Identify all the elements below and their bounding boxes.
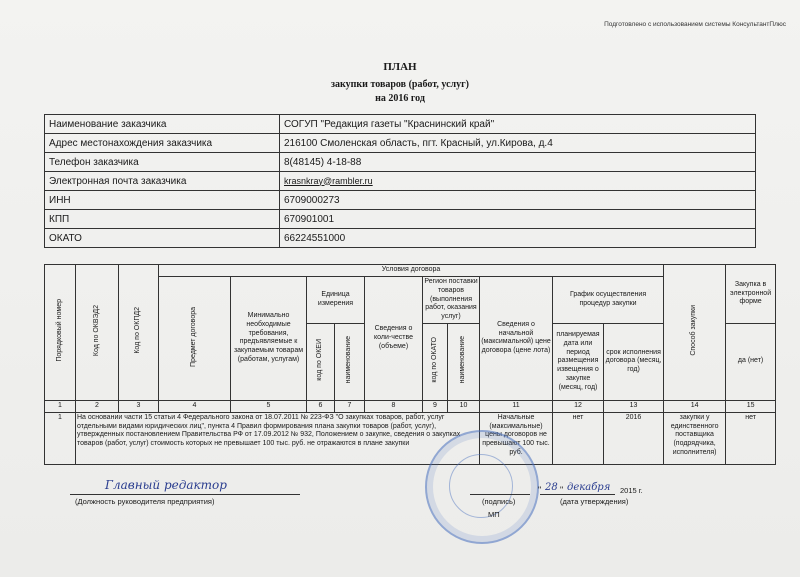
info-value: СОГУП "Редакция газеты "Краснинский край" — [280, 115, 756, 134]
info-label: ИНН — [45, 191, 280, 210]
signature-block — [0, 480, 800, 540]
header-planned-date: планируемая дата или период размещения извещения о закупке (месяц, год) — [553, 323, 604, 400]
table-row — [45, 412, 776, 464]
header-qty: Сведения о коли-честве (объеме) — [365, 277, 423, 401]
info-label: Телефон заказчика — [45, 153, 280, 172]
column-number-row — [45, 400, 776, 412]
header-region-name: наименование — [448, 323, 480, 400]
date-quote-open: " — [538, 485, 542, 495]
position-label: (Должность руководителя предприятия) — [75, 497, 215, 506]
column-number: 5 — [231, 400, 307, 412]
column-number: 9 — [423, 400, 448, 412]
info-row — [45, 191, 756, 210]
signature-label: (подпись) — [482, 497, 516, 506]
header-okved: Код по ОКВЭД2 — [76, 265, 119, 401]
column-number: 14 — [664, 400, 726, 412]
info-label: КПП — [45, 210, 280, 229]
header-term: срок исполнения договора (месяц, год) — [604, 323, 664, 400]
row-planned-date: нет — [553, 412, 604, 464]
header-price: Сведения о начальной (максимальной) цене договора (цене лота) — [480, 277, 553, 401]
header-schedule: График осуществления процедур закупки — [553, 277, 664, 324]
column-number: 11 — [480, 400, 553, 412]
date-quote-close: " — [560, 485, 564, 495]
header-unit-name: наименование — [335, 323, 365, 400]
date-day: 28 — [545, 482, 558, 493]
date-label: (дата утверждения) — [560, 497, 629, 506]
info-value: 8(48145) 4-18-88 — [280, 153, 756, 172]
doc-year: на 2016 год — [375, 93, 425, 104]
header-okato: код по ОКАТО — [423, 323, 448, 400]
procurement-plan-table — [44, 264, 776, 465]
row-electronic: нет — [726, 412, 776, 464]
info-value — [280, 172, 756, 191]
email-link[interactable]: krasnkray@rambler.ru — [284, 175, 373, 186]
header-okpd: Код по ОКПД2 — [119, 265, 159, 401]
doc-title: ПЛАН — [383, 61, 417, 73]
date-month: декабря — [567, 482, 611, 493]
consultant-note: Подготовлено с использованием системы КонсультантПлюс — [604, 21, 786, 28]
doc-subtitle: закупки товаров (работ, услуг) — [331, 79, 469, 90]
info-label: Адрес местонахождения заказчика — [45, 134, 280, 153]
header-region: Регион поставки товаров (выполнения работ, оказания услуг) — [423, 277, 480, 324]
info-value: 216100 Смоленская область, пгт. Красный, ул.Кирова, д.4 — [280, 134, 756, 153]
info-label: ОКАТО — [45, 229, 280, 248]
info-value: 6709000273 — [280, 191, 756, 210]
column-number: 13 — [604, 400, 664, 412]
header-conditions: Условия договора — [159, 265, 664, 277]
header-method: Способ закупки — [664, 265, 726, 401]
column-number: 12 — [553, 400, 604, 412]
header-subject: Предмет договора — [159, 277, 231, 401]
row-num: 1 — [45, 412, 76, 464]
position-handwritten: Главный редактор — [105, 478, 227, 492]
column-number: 7 — [335, 400, 365, 412]
column-number: 2 — [76, 400, 119, 412]
column-number: 6 — [307, 400, 335, 412]
info-label: Наименование заказчика — [45, 115, 280, 134]
column-number: 1 — [45, 400, 76, 412]
customer-info-table — [44, 114, 756, 248]
position-line — [70, 494, 300, 495]
info-row — [45, 153, 756, 172]
row-price: Начальные (максимальные) цены договоров не превышают 100 тыс. руб. — [480, 412, 553, 464]
info-row — [45, 115, 756, 134]
info-row — [45, 210, 756, 229]
signature-line — [470, 494, 530, 495]
info-value: 66224551000 — [280, 229, 756, 248]
info-label: Электронная почта заказчика — [45, 172, 280, 191]
stamp-mp: МП — [488, 510, 500, 519]
info-row — [45, 229, 756, 248]
date-line — [540, 494, 615, 495]
header-yes-no: да (нет) — [726, 323, 776, 400]
column-number: 4 — [159, 400, 231, 412]
column-number: 10 — [448, 400, 480, 412]
column-number: 15 — [726, 400, 776, 412]
info-value: 670901001 — [280, 210, 756, 229]
header-okei: код по ОКЕИ — [307, 323, 335, 400]
row-term: 2016 — [604, 412, 664, 464]
column-number: 8 — [365, 400, 423, 412]
header-unit: Единица измерения — [307, 277, 365, 324]
column-number: 3 — [119, 400, 159, 412]
header-electronic: Закупка в электронной форме — [726, 265, 776, 324]
info-row — [45, 172, 756, 191]
row-method: закупки у единственного поставщика (подрядчика, исполнителя) — [664, 412, 726, 464]
header-requirements: Минимально необходимые требования, предъявляемые к закупаемым товарам (работам, услугам) — [231, 277, 307, 401]
header-num: Порядковый номер — [45, 265, 76, 401]
info-row — [45, 134, 756, 153]
row-legal-basis: На основании части 15 статьи 4 Федерального закона от 18.07.2011 № 223-ФЗ "О закупках товаров, работ, услуг отдельными видами юридических лиц", пункта 4 Правил формирования плана закупки товаров (работ, услуг), утвержденных постановлением Правительства РФ от 17.09.2012 № 932, Положением о закупке, сведения о закупках товаров (работ, услуг) стоимость которых не превышает 100 тыс. руб. не отражаются в плане закупки — [76, 412, 480, 464]
date-year: 2015 г. — [620, 486, 643, 495]
